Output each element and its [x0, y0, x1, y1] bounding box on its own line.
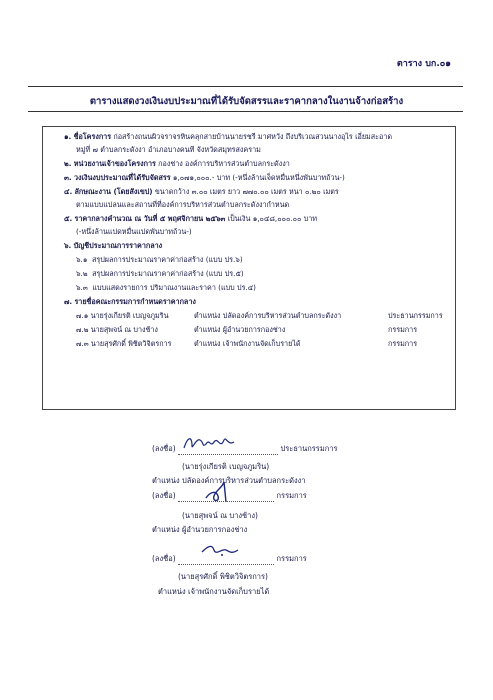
committee-member-row — [76, 311, 169, 321]
item-label: บัญชีประมาณการราคากลาง — [73, 241, 163, 250]
subitem-number: ๖.๓ — [76, 283, 88, 292]
subitem-text: แบบแสดงรายการ ปริมาณงานและราคา (แบบ ปร.๔) — [92, 283, 256, 292]
title-bottom-rule — [28, 111, 463, 112]
signature-dotted-line — [178, 501, 274, 502]
committee-member-row — [76, 339, 172, 349]
subitem-number: ๖.๒ — [76, 269, 88, 278]
member-name: นายสุพจน์ ณ บางช้าง — [90, 325, 158, 334]
form-code: ตาราง บก.๐๑ — [396, 59, 451, 69]
signer-name: (นายรุ่งเกียรติ เบญจภูมริน) — [182, 462, 270, 471]
member-name: นายสุรศักดิ์ พิชิตวิจิตรการ — [90, 339, 172, 348]
item-number: ๒. — [64, 159, 72, 168]
item-median-price-words: (-หนึ่งล้านแปดหมื่นแปดพันบาทถ้วน-) — [76, 227, 192, 236]
signature-dotted-line — [178, 454, 278, 455]
item-number: ๔. — [64, 187, 73, 196]
estimate-subitem — [76, 283, 256, 293]
signature-role: กรรมการ — [276, 554, 307, 563]
item-budget — [64, 173, 345, 183]
member-number: ๗.๑ — [76, 311, 89, 320]
member-position: ตำแหน่ง เจ้าพนักงานจัดเก็บรายได้ — [194, 339, 301, 348]
signer-position: ตำแหน่ง ปลัดองค์การบริหารส่วนตำบลกระดังงา — [152, 476, 306, 485]
item-value: ๑,๐๗๑,๐๐๐.- บาท (-หนึ่งล้านเจ็ดหมื่นหนึ่งพันบาทถ้วน-) — [172, 173, 345, 182]
signature-role: กรรมการ — [276, 491, 307, 500]
item-number: ๗. — [64, 297, 73, 306]
signer-name: (นายสุรศักดิ์ พิชิตวิจิตรการ) — [178, 572, 268, 581]
item-label: ชื่อโครงการ — [73, 132, 112, 141]
member-role: กรรมการ — [388, 325, 418, 334]
item-project-location: หมู่ที่ ๗ ตำบลกระดังงา อำเภอบางคนที จังหวัดสมุทรสงคราม — [76, 145, 261, 154]
subitem-text: สรุปผลการประมาณราคาค่าก่อสร้าง (แบบ ปร.๖) — [92, 255, 243, 264]
subitem-text: สรุปผลการประมาณราคาค่าก่อสร้าง (แบบ ปร.๕) — [92, 269, 244, 278]
item-owner-agency — [64, 159, 290, 169]
title-top-rule — [28, 86, 463, 87]
member-role: ประธานกรรมการ — [388, 311, 443, 320]
signer-name: (นายสุพจน์ ณ บางช้าง) — [182, 511, 258, 520]
subitem-number: ๖.๑ — [76, 255, 88, 264]
item-number: ๕. — [64, 214, 73, 223]
item-number: ๓. — [64, 173, 72, 182]
document-title: ตารางแสดงวงเงินงบประมาณที่ได้รับจัดสรรและราคากลางในงานจ้างก่อสร้าง — [89, 96, 404, 107]
item-number: ๑. — [64, 132, 72, 141]
item-value: ขนาดกว้าง ๓.๐๐ เมตร ยาว ๗๗๐.๐๐ เมตร หนา ๐.๒๐ เมตร — [154, 187, 339, 196]
item-project-name — [64, 132, 392, 142]
member-number: ๗.๓ — [76, 339, 89, 348]
member-role: กรรมการ — [388, 339, 418, 348]
member-name: นายรุ่งเกียรติ เบญจภูมริน — [90, 311, 169, 320]
signer-position: ตำแหน่ง เจ้าพนักงานจัดเก็บรายได้ — [158, 587, 270, 596]
item-label: วงเงินงบประมาณที่ได้รับจัดสรร — [73, 173, 171, 182]
item-estimate-list — [64, 241, 162, 251]
signer-position: ตำแหน่ง ผู้อำนวยการกองช่าง — [152, 525, 248, 534]
signature-line-member-2 — [152, 553, 307, 565]
item-label: ลักษณะงาน (โดยสังเขป) — [74, 187, 153, 196]
item-number: ๖. — [64, 241, 72, 250]
estimate-subitem — [76, 255, 243, 265]
item-value: กองช่าง องค์การบริหารส่วนตำบลกระดังงา — [158, 159, 290, 168]
member-number: ๗.๒ — [76, 325, 89, 334]
item-label: ราคากลางคำนวณ ณ วันที่ ๕ พฤศจิกายน ๒๕๖๓ — [74, 214, 226, 223]
committee-member-row — [76, 325, 158, 335]
item-median-price — [64, 214, 317, 224]
estimate-subitem — [76, 269, 244, 279]
item-value: ก่อสร้างถนนผิวจราจรหินคลุกสายบ้านนายรชรี มาศหวัง ถึงบริเวณสวนนางอุไร เอี่ยมสะอาด — [113, 132, 393, 141]
member-position: ตำแหน่ง ผู้อำนวยการกองช่าง — [194, 325, 286, 334]
item-work-description-note: ตามแบบแปลนและสถานที่ที่องค์การบริหารส่วนตำบลกระดังงากำหนด — [76, 200, 290, 209]
item-label: หน่วยงานเจ้าของโครงการ — [73, 159, 156, 168]
item-label: รายชื่อคณะกรรมการกำหนดราคากลาง — [74, 297, 196, 306]
member-position: ตำแหน่ง ปลัดองค์การบริหารส่วนตำบลกระดังงา — [194, 311, 342, 320]
signature-dotted-line — [178, 564, 274, 565]
sign-label: (ลงชื่อ) — [152, 554, 176, 563]
signature-line-member-1 — [152, 490, 307, 502]
signature-role: ประธานกรรมการ — [280, 444, 338, 453]
sign-label: (ลงชื่อ) — [152, 491, 176, 500]
item-committee — [64, 297, 196, 307]
item-value: เป็นเงิน ๑,๐๔๘,๐๐๐.๐๐ บาท — [227, 214, 318, 223]
sign-label: (ลงชื่อ) — [152, 444, 176, 453]
signature-line-chairman — [152, 443, 338, 455]
item-work-description — [64, 187, 339, 197]
